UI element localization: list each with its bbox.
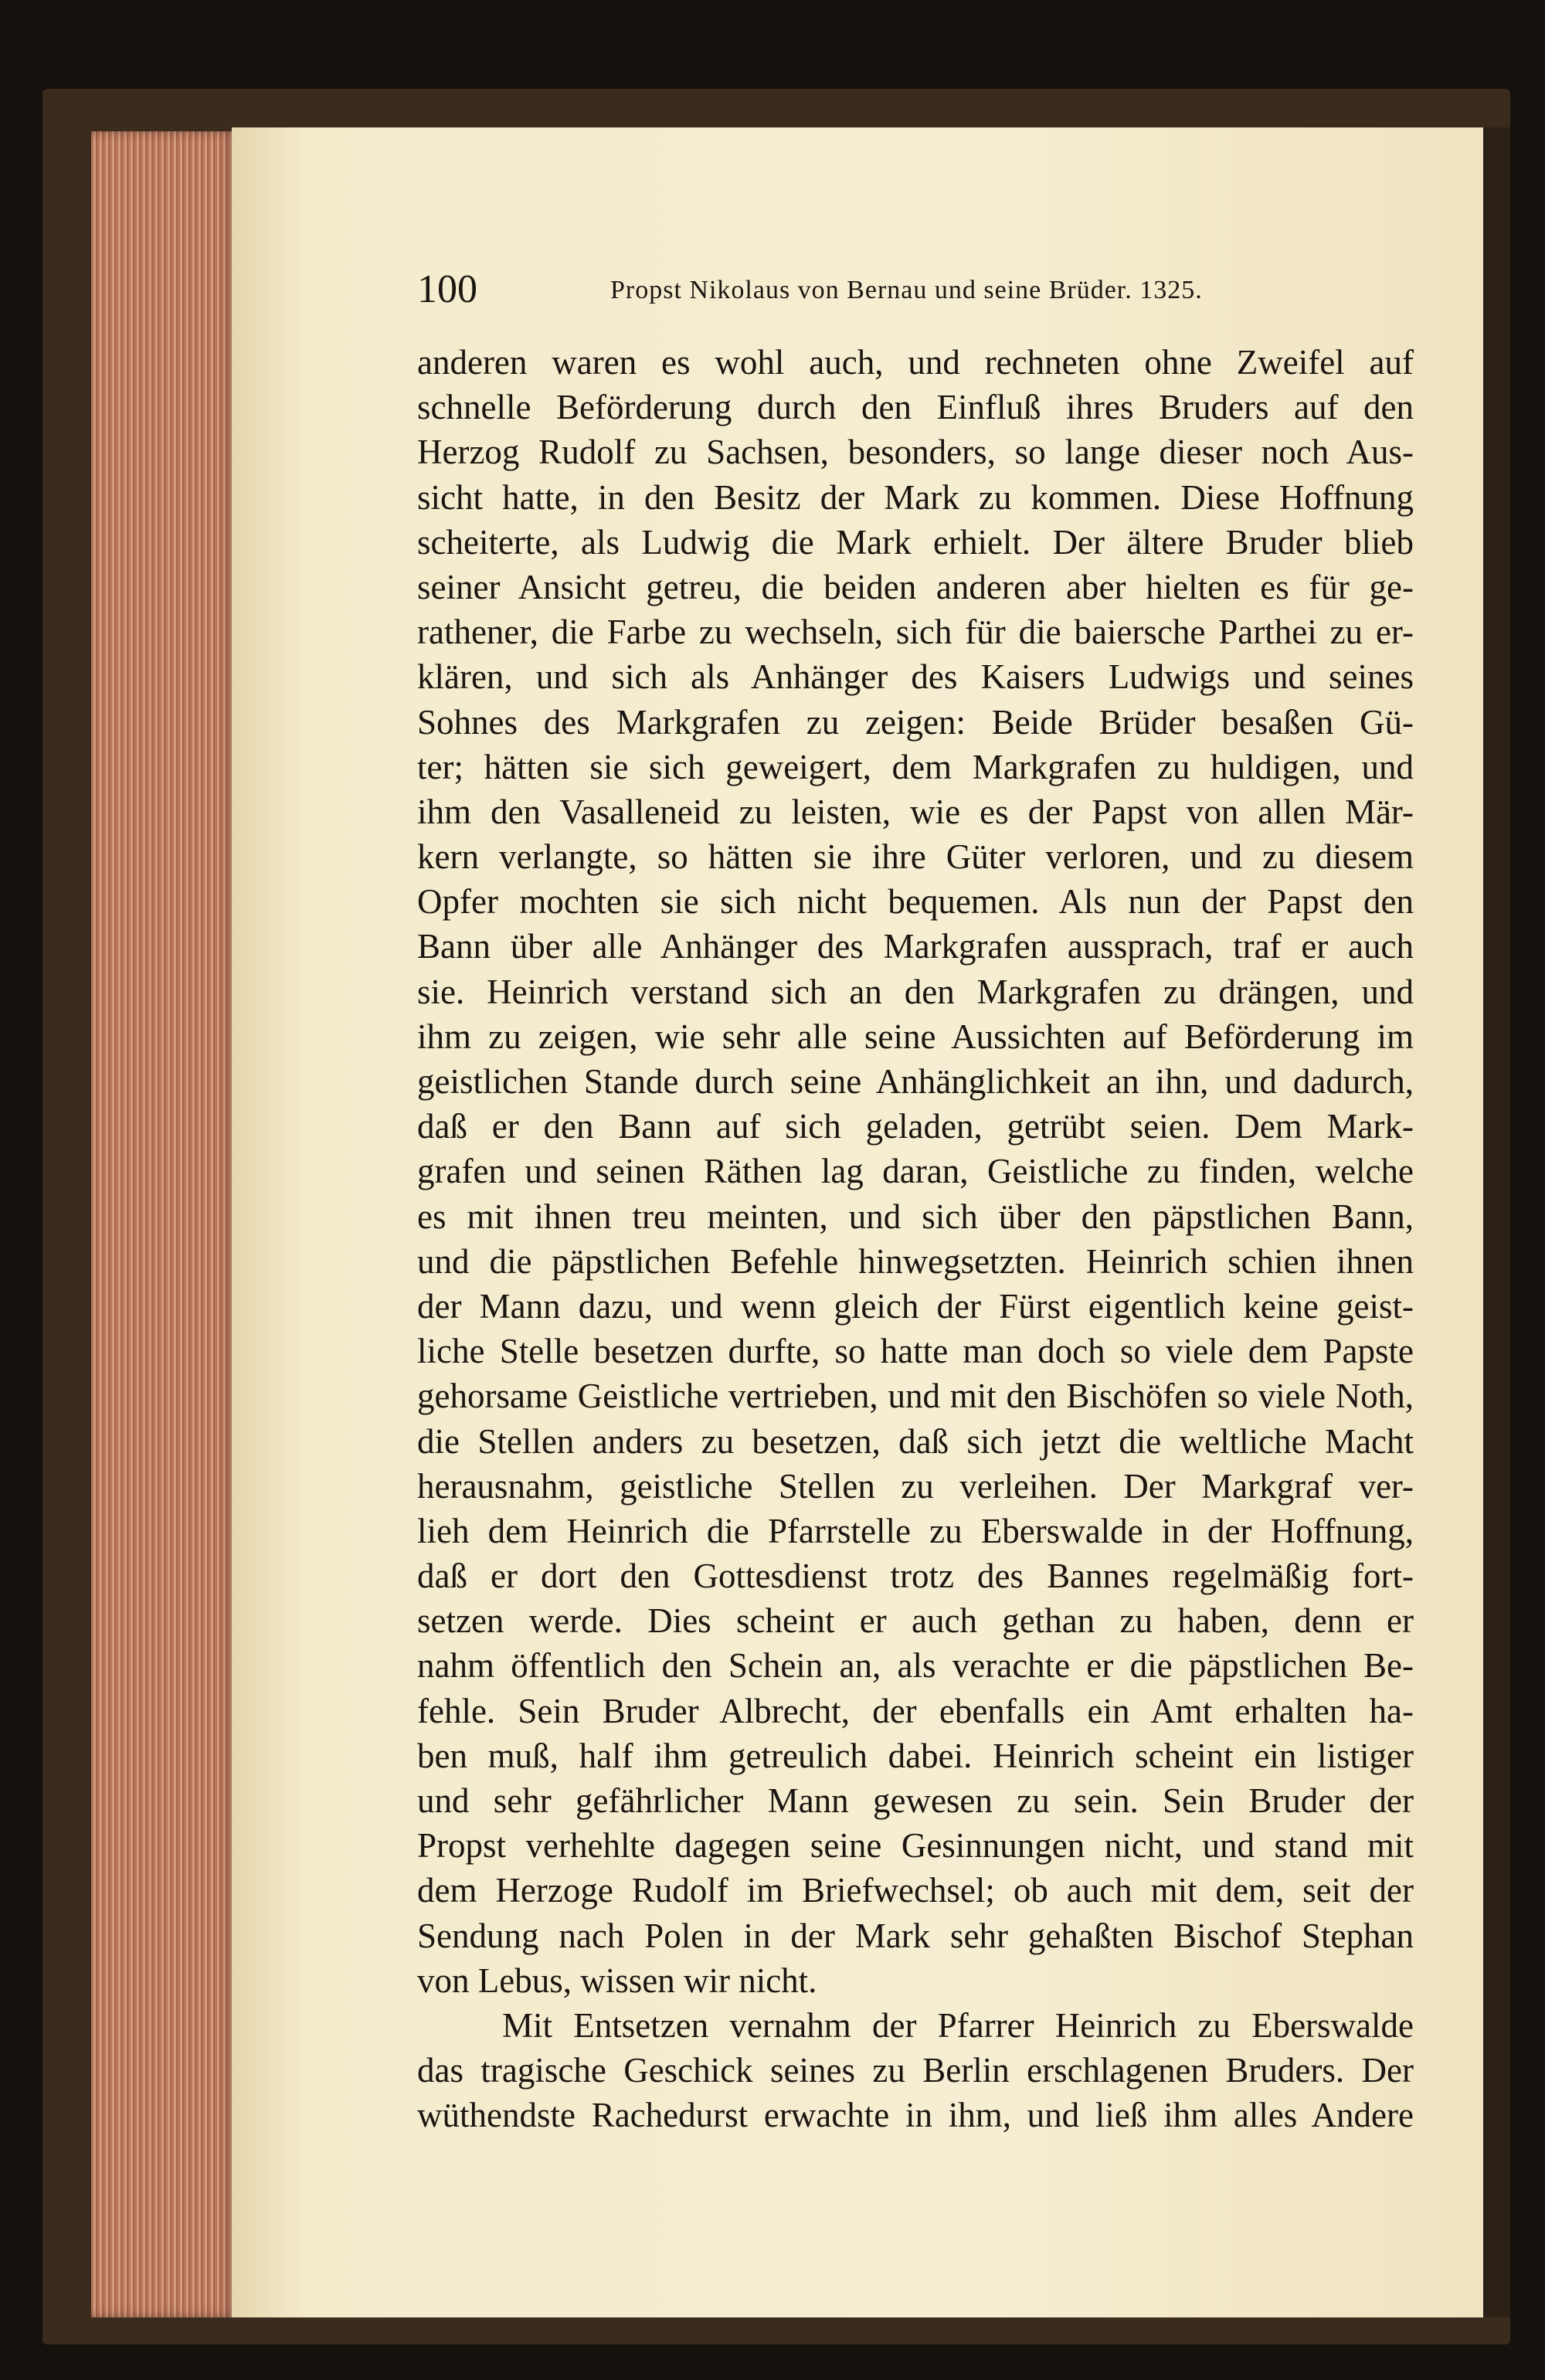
text-line: geistlichen Stande durch seine Anhänglichkeit an ihn, und dadurch, bbox=[417, 1062, 1414, 1101]
text-line: lieh dem Heinrich die Pfarrstelle zu Eberswalde in der Hoffnung, bbox=[417, 1511, 1414, 1550]
text-line: Bann über alle Anhänger des Markgrafen aussprach, traf er auch bbox=[417, 927, 1414, 966]
text-line: kern verlangte, so hätten sie ihre Güter verloren, und zu diesem bbox=[417, 837, 1414, 877]
text-line: die Stellen anders zu besetzen, daß sich jetzt die weltliche Macht bbox=[417, 1421, 1414, 1461]
text-line: und die päpstlichen Befehle hinwegsetzten. Heinrich schien ihnen bbox=[417, 1241, 1414, 1281]
text-line: seiner Ansicht getreu, die beiden anderen aber hielten es für ge- bbox=[417, 567, 1414, 606]
text-line: es mit ihnen treu meinten, und sich über den päpstlichen Bann, bbox=[417, 1197, 1414, 1236]
text-line: Herzog Rudolf zu Sachsen, besonders, so lange dieser noch Aus- bbox=[417, 433, 1414, 472]
text-line: Sohnes des Markgrafen zu zeigen: Beide Brüder besaßen Gü- bbox=[417, 702, 1414, 742]
text-line: ben muß, half ihm getreulich dabei. Heinrich scheint ein listiger bbox=[417, 1736, 1414, 1775]
page-header bbox=[417, 267, 1414, 313]
text-line: liche Stelle besetzen durfte, so hatte man doch so viele dem Papste bbox=[417, 1332, 1414, 1371]
text-line: das tragische Geschick seines zu Berlin erschlagenen Bruders. Der bbox=[417, 2051, 1414, 2090]
text-line: und sehr gefährlicher Mann gewesen zu sein. Sein Bruder der bbox=[417, 1781, 1414, 1820]
text-line: setzen werde. Dies scheint er auch gethan zu haben, denn er bbox=[417, 1601, 1414, 1641]
text-line: wüthendste Rachedurst erwachte in ihm, und ließ ihm alles Andere bbox=[417, 2096, 1414, 2135]
text-line: grafen und seinen Räthen lag daran, Geistliche zu finden, welche bbox=[417, 1152, 1414, 1191]
text-line: daß er dort den Gottesdienst trotz des Bannes regelmäßig fort- bbox=[417, 1557, 1414, 1596]
text-line: der Mann dazu, und wenn gleich der Fürst eigentlich keine geist- bbox=[417, 1286, 1414, 1326]
text-line: Opfer mochten sie sich nicht bequemen. Als nun der Papst den bbox=[417, 882, 1414, 922]
text-line: ihm zu zeigen, wie sehr alle seine Aussichten auf Beförderung im bbox=[417, 1017, 1414, 1056]
text-line: schnelle Beförderung durch den Einfluß ihres Bruders auf den bbox=[417, 388, 1414, 427]
right-page-shadow bbox=[1483, 127, 1510, 2317]
text-line: anderen waren es wohl auch, und rechneten ohne Zweifel auf bbox=[417, 343, 1414, 382]
text-line: daß er den Bann auf sich geladen, getrübt seien. Dem Mark- bbox=[417, 1107, 1414, 1146]
text-line: rathener, die Farbe zu wechseln, sich für die baiersche Parthei zu er- bbox=[417, 613, 1414, 652]
text-line: von Lebus, wissen wir nicht. bbox=[417, 1961, 817, 2000]
text-line: Sendung nach Polen in der Mark sehr gehaßten Bischof Stephan bbox=[417, 1916, 1414, 1955]
text-line: Mit Entsetzen vernahm der Pfarrer Heinrich zu Eberswalde bbox=[502, 2005, 1414, 2045]
text-line: dem Herzoge Rudolf im Briefwechsel; ob auch mit dem, seit der bbox=[417, 1871, 1414, 1910]
page-number: 100 bbox=[417, 267, 477, 311]
text-line: ter; hätten sie sich geweigert, dem Markgrafen zu huldigen, und bbox=[417, 747, 1414, 786]
body-text bbox=[417, 340, 1414, 2138]
text-line: sie. Heinrich verstand sich an den Markgrafen zu drängen, und bbox=[417, 972, 1414, 1011]
text-line: klären, und sich als Anhänger des Kaisers Ludwigs und seines bbox=[417, 657, 1414, 697]
text-line: Propst verhehlte dagegen seine Gesinnungen nicht, und stand mit bbox=[417, 1826, 1414, 1866]
text-line: nahm öffentlich den Schein an, als verachte er die päpstlichen Be- bbox=[417, 1646, 1414, 1686]
running-head: Propst Nikolaus von Bernau und seine Brüder. 1325. bbox=[610, 276, 1203, 304]
text-line: fehle. Sein Bruder Albrecht, der ebenfalls ein Amt erhalten ha- bbox=[417, 1691, 1414, 1730]
text-line: ihm den Vasalleneid zu leisten, wie es der Papst von allen Mär- bbox=[417, 792, 1414, 831]
page-edges bbox=[91, 131, 238, 2317]
text-line: herausnahm, geistliche Stellen zu verleihen. Der Markgraf ver- bbox=[417, 1466, 1414, 1506]
text-line: sicht hatte, in den Besitz der Mark zu kommen. Diese Hoffnung bbox=[417, 477, 1414, 517]
text-line: scheiterte, als Ludwig die Mark erhielt. Der ältere Bruder blieb bbox=[417, 522, 1414, 562]
text-line: gehorsame Geistliche vertrieben, und mit den Bischöfen so viele Noth, bbox=[417, 1377, 1414, 1416]
